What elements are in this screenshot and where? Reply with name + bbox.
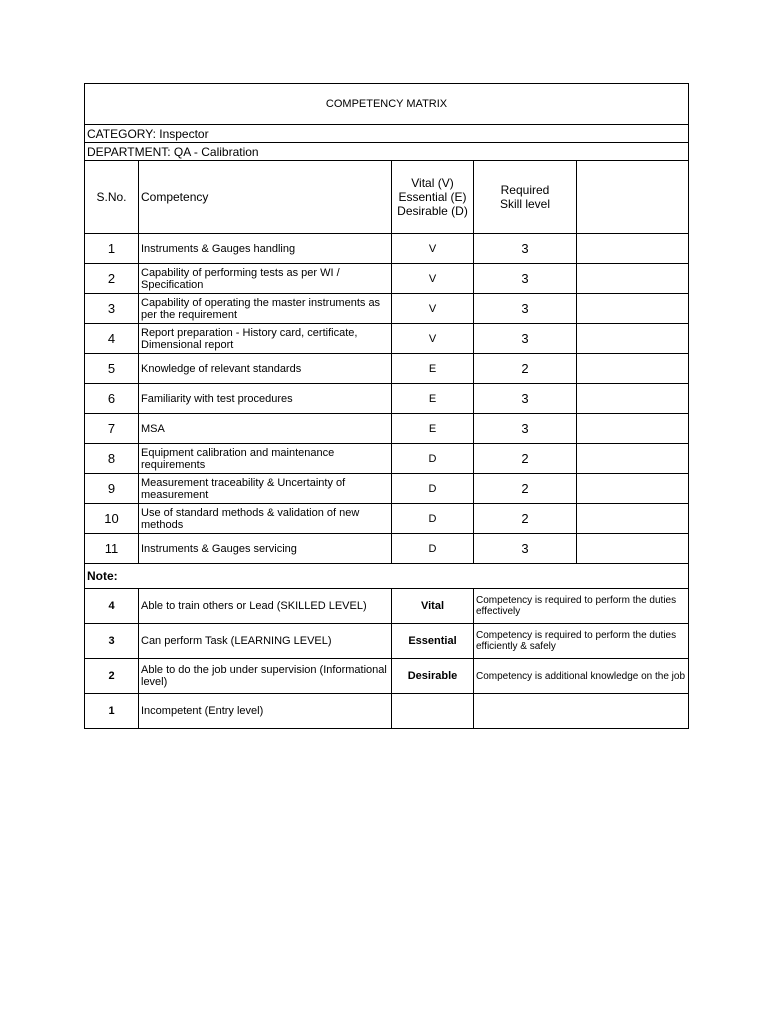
row-skill-level: 2 [474,474,577,504]
legend-type: Desirable [392,659,474,694]
row-competency: Equipment calibration and maintenance requirements [139,444,392,474]
table-row [85,474,689,504]
row-ved: V [392,324,474,354]
table-row [85,354,689,384]
row-extra [577,294,689,324]
competency-matrix-table [84,83,689,729]
row-ved: D [392,504,474,534]
legend-rows [85,589,689,729]
legend-row [85,659,689,694]
row-ved: V [392,294,474,324]
legend-row [85,589,689,624]
header-sno: S.No. [85,161,139,234]
table-row [85,414,689,444]
row-ved: E [392,414,474,444]
row-skill-level: 3 [474,234,577,264]
row-ved: V [392,264,474,294]
row-skill-level: 3 [474,534,577,564]
row-competency: Instruments & Gauges handling [139,234,392,264]
row-ved: E [392,354,474,384]
row-extra [577,234,689,264]
header-required-line2: Skill level [499,197,550,211]
row-skill-level: 3 [474,294,577,324]
row-skill-level: 3 [474,384,577,414]
table-row [85,504,689,534]
row-sno: 5 [85,354,139,384]
row-ved: V [392,234,474,264]
legend-type [392,694,474,729]
row-competency: MSA [139,414,392,444]
row-sno: 8 [85,444,139,474]
legend-level: 1 [85,694,139,729]
row-sno: 3 [85,294,139,324]
row-extra [577,384,689,414]
row-ved: D [392,444,474,474]
header-required-skill [474,161,577,234]
legend-note: Competency is required to perform the duties efficiently & safely [474,624,689,659]
table-row [85,384,689,414]
legend-description: Able to do the job under supervision (Informational level) [139,659,392,694]
legend-level: 4 [85,589,139,624]
row-competency: Instruments & Gauges servicing [139,534,392,564]
note-label: Note: [85,564,689,589]
row-sno: 1 [85,234,139,264]
header-ved-line2: Essential (E) [398,190,467,204]
competency-rows [85,234,689,564]
table-row [85,264,689,294]
row-extra [577,534,689,564]
category-label: CATEGORY: Inspector [85,125,689,143]
row-extra [577,444,689,474]
legend-note [474,694,689,729]
legend-row [85,624,689,659]
header-extra [577,161,689,234]
competency-matrix-sheet [84,83,688,729]
row-sno: 7 [85,414,139,444]
row-ved: E [392,384,474,414]
table-row [85,294,689,324]
legend-note: Competency is required to perform the duties effectively [474,589,689,624]
document-title: COMPETENCY MATRIX [85,84,689,125]
row-skill-level: 2 [474,354,577,384]
title-row [85,84,689,125]
row-sno: 9 [85,474,139,504]
legend-note: Competency is additional knowledge on the job [474,659,689,694]
table-row [85,234,689,264]
legend-level: 3 [85,624,139,659]
header-required-line1: Required [500,183,550,197]
row-sno: 11 [85,534,139,564]
table-row [85,444,689,474]
legend-description: Can perform Task (LEARNING LEVEL) [139,624,392,659]
header-competency: Competency [139,161,392,234]
category-row [85,125,689,143]
department-row [85,143,689,161]
row-skill-level: 2 [474,504,577,534]
header-ved [392,161,474,234]
row-competency: Familiarity with test procedures [139,384,392,414]
row-ved: D [392,474,474,504]
row-competency: Capability of operating the master instruments as per the requirement [139,294,392,324]
row-ved: D [392,534,474,564]
legend-level: 2 [85,659,139,694]
row-skill-level: 3 [474,324,577,354]
department-label: DEPARTMENT: QA - Calibration [85,143,689,161]
table-row [85,534,689,564]
legend-type: Essential [392,624,474,659]
legend-description: Incompetent (Entry level) [139,694,392,729]
row-sno: 6 [85,384,139,414]
row-skill-level: 3 [474,264,577,294]
legend-row [85,694,689,729]
header-ved-line1: Vital (V) [411,176,454,190]
row-sno: 10 [85,504,139,534]
header-row [85,161,689,234]
row-competency: Knowledge of relevant standards [139,354,392,384]
row-extra [577,504,689,534]
row-competency: Use of standard methods & validation of new methods [139,504,392,534]
note-row [85,564,689,589]
row-extra [577,354,689,384]
row-extra [577,474,689,504]
row-sno: 4 [85,324,139,354]
row-extra [577,414,689,444]
row-skill-level: 3 [474,414,577,444]
table-row [85,324,689,354]
row-sno: 2 [85,264,139,294]
row-extra [577,264,689,294]
header-ved-line3: Desirable (D) [397,204,468,218]
row-competency: Measurement traceability & Uncertainty of measurement [139,474,392,504]
row-competency: Report preparation - History card, certificate, Dimensional report [139,324,392,354]
row-competency: Capability of performing tests as per WI / Specification [139,264,392,294]
legend-type: Vital [392,589,474,624]
legend-description: Able to train others or Lead (SKILLED LEVEL) [139,589,392,624]
row-extra [577,324,689,354]
row-skill-level: 2 [474,444,577,474]
